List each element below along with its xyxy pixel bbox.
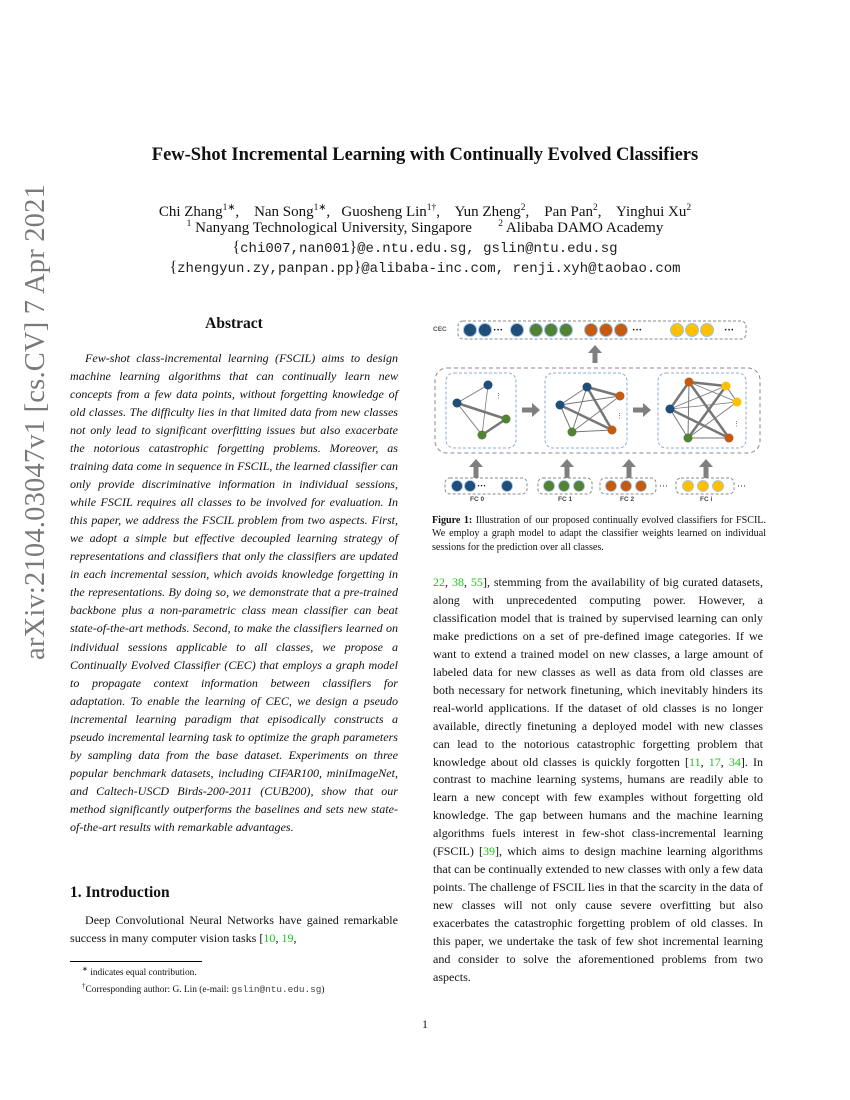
svg-text:⋮: ⋮ [616, 412, 623, 420]
citation-link[interactable]: 17 [708, 754, 721, 769]
citation-link[interactable]: 55 [470, 575, 483, 589]
svg-text:···: ··· [737, 481, 746, 491]
email-line: {chi007,nan001}@e.ntu.edu.sg, gslin@ntu.edu.sg [232, 239, 618, 257]
fc-label: FC i [700, 496, 713, 503]
cec-classifier-dots [464, 324, 735, 337]
citation-link[interactable]: 22 [433, 575, 446, 589]
svg-text:CEC: CEC [433, 326, 447, 333]
citation-link[interactable]: 10 [263, 931, 276, 945]
footnotes [70, 963, 400, 997]
svg-text:···: ··· [493, 325, 504, 336]
author: Nan Song$^{1∗}$, [254, 203, 331, 220]
figure-caption: Figure 1: Illustration of our proposed continually evolved classifiers for FSCIL. We employ a graph model to adapt the classifier weights learned on individual sessions for the prediction over all classes. [432, 515, 766, 553]
intro-paragraph-continued: 22, 38, 55], stemming from the availability of big curated datasets, along with unprecedented computing power. However, a classification model that is trained by supervised learning can only make predictions on a set of pre-defined image categories. If we want to extend a trained model on new classes, a large amount of labeled data for new classes as well as data from old classes are both necessary for network finetuning, which inevitably hinders its real-world applications. If the dataset of old classes is no longer available, directly finetuning a deployed model with new classes can lead to the notorious catastrophic forgetting problem that knowledge about old classes is quickly forgotten [11, 17, 34]. In contrast to machine learning systems, humans are readily able to learn a new concept with few examples without forgetting old knowledge. The gap between humans and the machine learning algorithms fuels interest in few-shot class-incremental learning (FSCIL) [39], which aims to design machine learning algorithms that can be continually extended to new classes with only a few data points. The challenge of FSCIL lies in that the scarcity in the data of new classes will not only cause severe overfitting but also exacerbates the catastrophic forgetting problem of old classes. In this paper, we undertake the task of few shot incremental learning and consider to solve the aforementioned problems from two aspects. [433, 575, 763, 984]
author: Yinghui Xu$^2$ [615, 203, 692, 220]
svg-text:⋮: ⋮ [733, 420, 740, 428]
intro-paragraph: Deep Convolutional Neural Networks have gained remarkable success in many computer vision tasks [10, 19, [70, 913, 398, 945]
email-line: {zhengyun.zy,panpan.pp}@alibaba-inc.com, renji.xyh@taobao.com [169, 259, 681, 277]
fc-labels [430, 496, 768, 506]
abstract-heading: Abstract [205, 315, 263, 332]
svg-text:···: ··· [724, 325, 735, 336]
svg-text:···: ··· [632, 325, 643, 336]
session-arrows [469, 459, 713, 478]
arxiv-stamp: arXiv:2104.03047v1 [cs.CV] 7 Apr 2021 [20, 183, 51, 660]
citation-link[interactable]: 34 [728, 754, 741, 769]
section-heading: 1. Introduction [70, 884, 170, 901]
author: Pan Pan$^2$, [544, 203, 602, 220]
footnote: ∗ indicates equal contribution. [82, 965, 197, 979]
figure-1-diagram [430, 318, 768, 503]
paper-title: Few-Shot Incremental Learning with Continually Evolved Classifiers [151, 145, 699, 165]
author: Yun Zheng$^2$, [454, 203, 530, 220]
page-number: 1 [422, 1017, 428, 1031]
abstract-text: Few-shot class-incremental learning (FSCIL) aims to design machine learning algorithms that can continually learn new concepts from a few data points, without forgetting knowledge of old classes. The difficulty lies in that limited data from new classes not only lead to significant overfitting issues but also exacerbate the notorious catastrophic forgetting problems. Moreover, as training data come in sequence in FSCIL, the learned classifier can only provide discriminative information in individual sessions, while FSCIL requires all classes to be involved for evaluation. In this paper, we address the FSCIL problem from two aspects. First, we adopt a simple but effective decoupled learning strategy of representations and classifiers that only the classifiers are updated in each incremental session, which avoids knowledge forgetting in the representations. By doing so, we demonstrate that a pre-trained backbone plus a non-parametric class mean classifier can beat state-of-the-art methods. Second, to make the classifiers learned on individual sessions applicable to all classes, we propose a Continually Evolved Classifier (CEC) that employs a graph model to propagate context information between classifiers for adaptation. To enable the learning of CEC, we design a pseudo incremental learning paradigm that episodically constructs a pseudo incremental learning task to optimize the graph parameters by sampling data from the base dataset. Experiments on three popular benchmark datasets, including CIFAR100, miniImageNet, and Caltech-USCD Birds-200-2011 (CUB200), show that our method significantly outperforms the baselines and sets new state-of-the-art results with remarkable advantages. [70, 351, 398, 834]
citation-link[interactable]: 19 [281, 931, 294, 945]
footnote: †Corresponding author: G. Lin (e-mail: gslin@ntu.edu.sg) [82, 982, 325, 996]
author: Chi Zhang$^{1∗}$, [158, 203, 240, 220]
affiliations: $^1$ Nanyang Technological University, Singapore $^2$ Alibaba DAMO Academy [186, 219, 664, 236]
fc-label: FC 2 [620, 496, 635, 503]
author: Guosheng Lin$^{1\dagger}$, [341, 203, 441, 220]
cec-graph-illustration [430, 318, 768, 498]
citation-link[interactable]: 39 [483, 844, 496, 859]
affiliation: Nanyang Technological University, Singapore [195, 220, 472, 236]
svg-text:⋮: ⋮ [495, 392, 502, 400]
footnote-rule [70, 961, 202, 962]
fc-label: FC 1 [558, 496, 573, 503]
citation-link[interactable]: 38 [451, 575, 464, 589]
affiliation: Alibaba DAMO Academy [505, 220, 664, 236]
citation-link[interactable]: 11 [689, 754, 701, 769]
fc-label: FC 0 [470, 496, 485, 503]
svg-text:···: ··· [659, 481, 668, 491]
svg-text:···: ··· [477, 481, 487, 491]
